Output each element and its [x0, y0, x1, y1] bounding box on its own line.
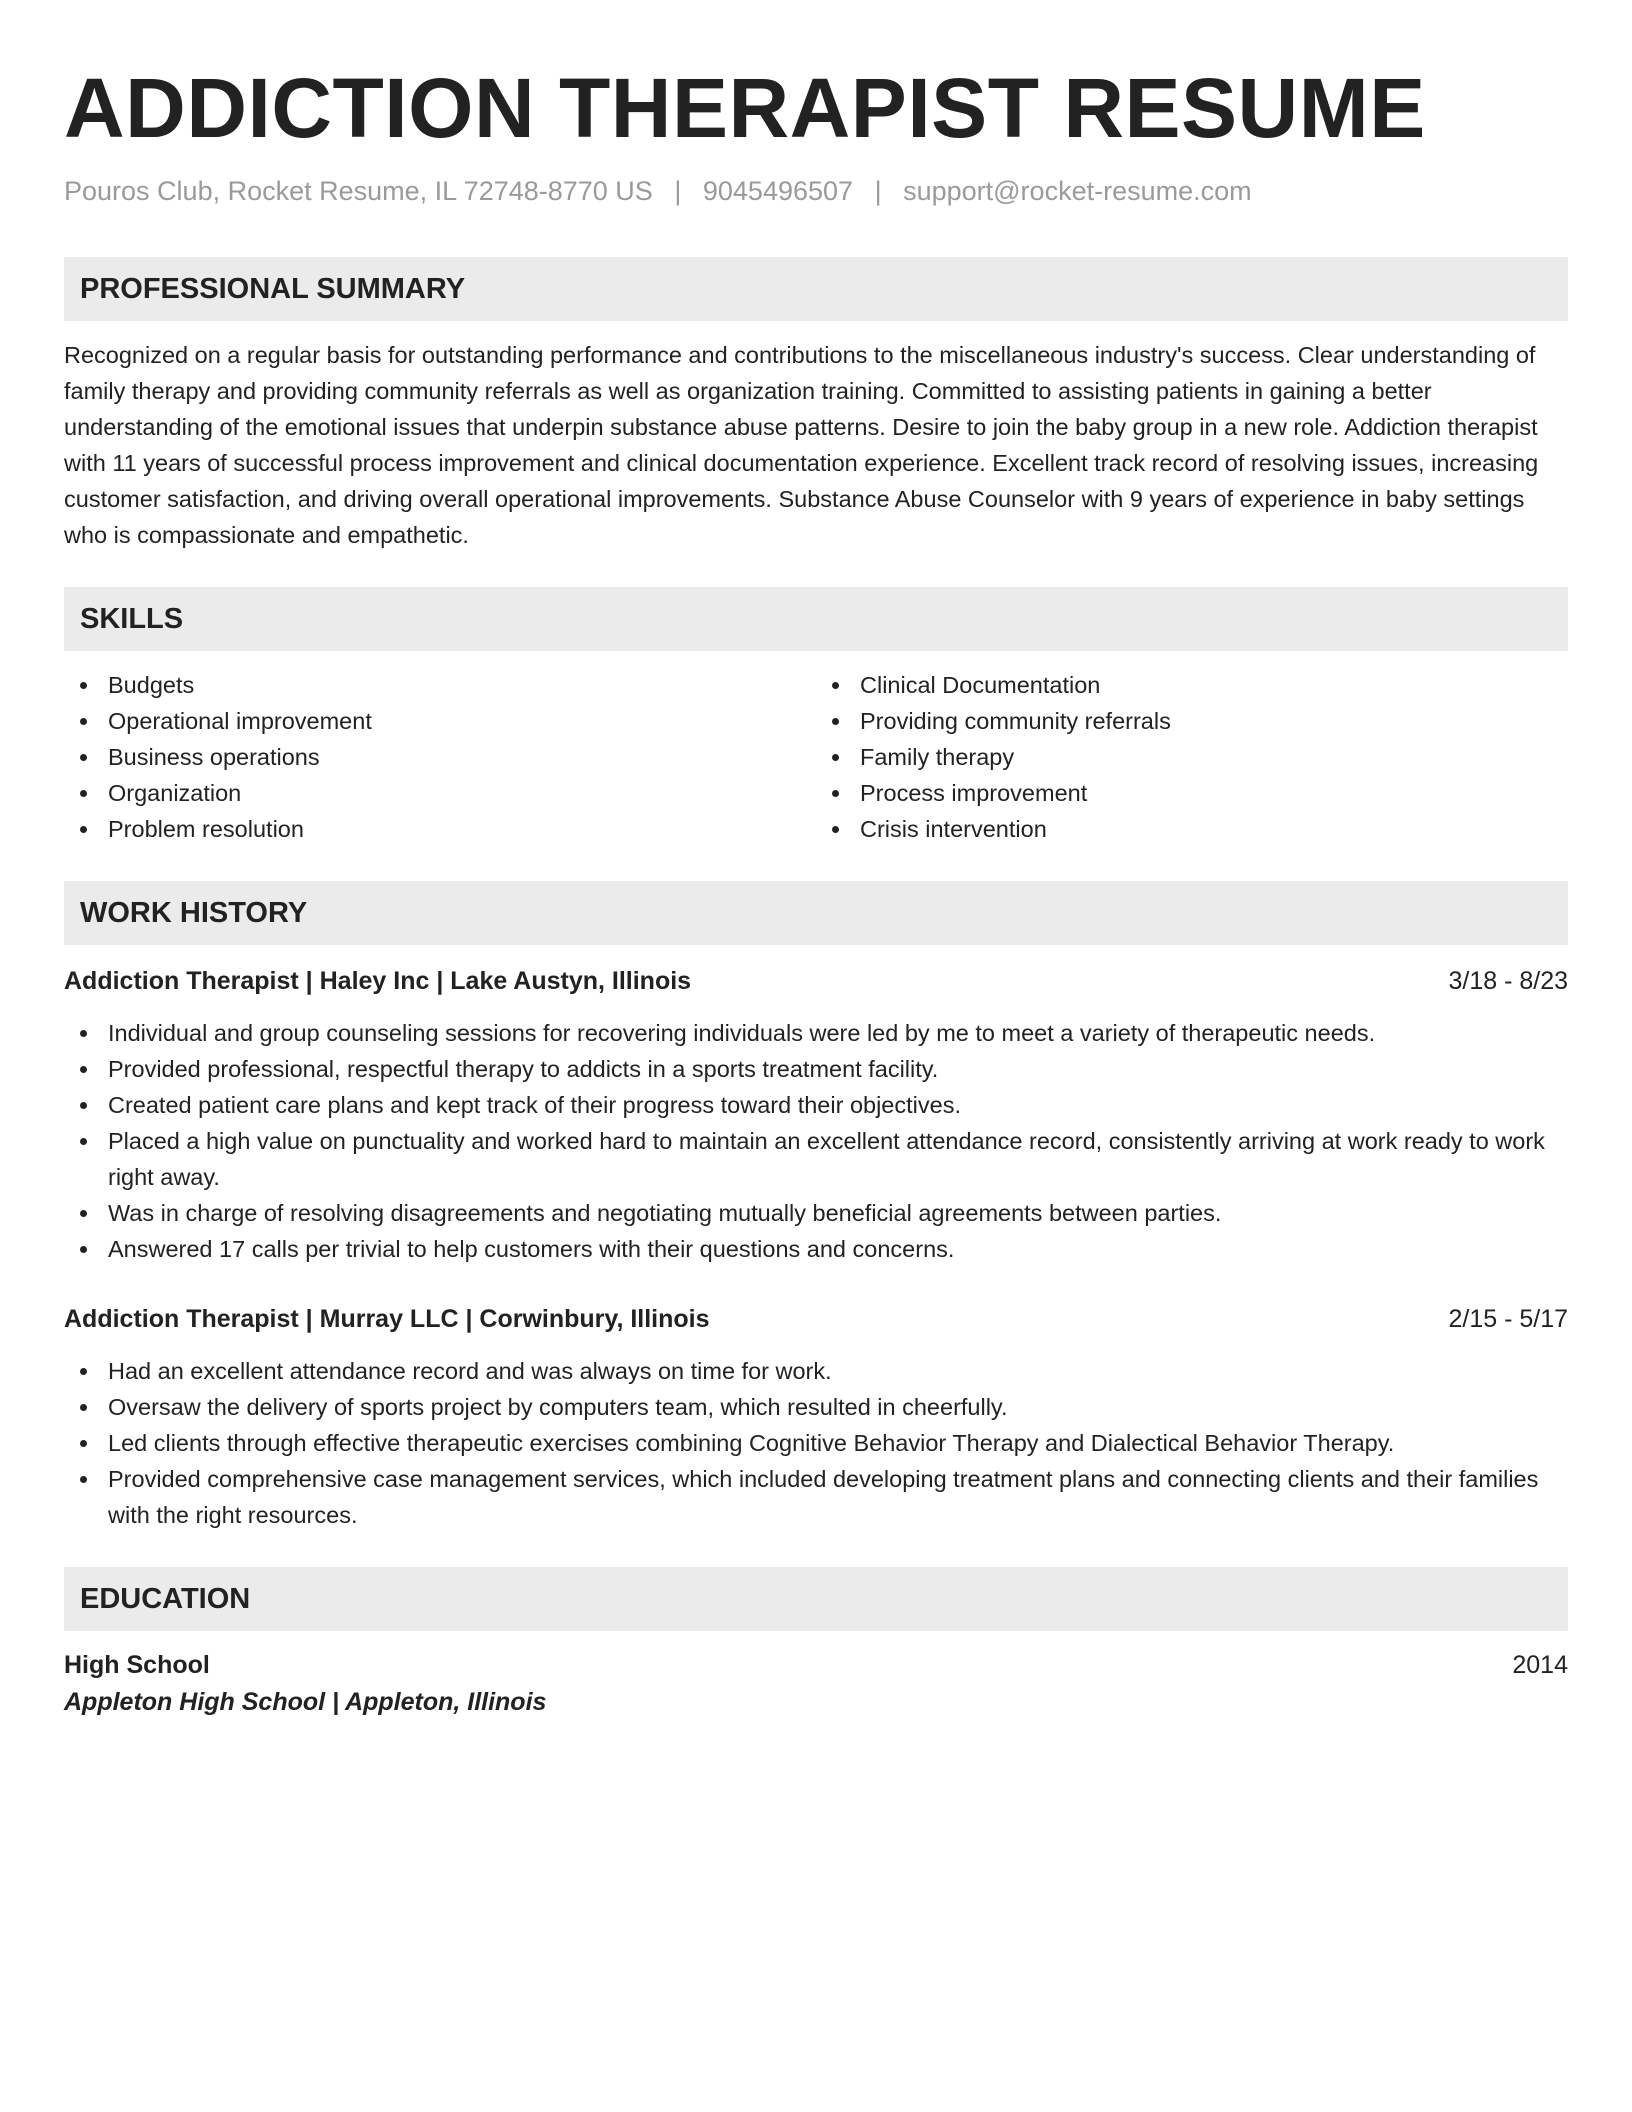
bullet-dot	[80, 682, 87, 689]
skill-item	[816, 667, 1568, 703]
bullet-dot	[832, 826, 839, 833]
section-heading-skills: SKILLS	[64, 587, 1568, 651]
job-bullet-text: Had an excellent attendance record and was always on time for work.	[108, 1358, 832, 1384]
job-bullet	[64, 1087, 1568, 1123]
bullet-dot	[80, 754, 87, 761]
bullet-dot	[80, 1440, 87, 1447]
contact-address: Pouros Club, Rocket Resume, IL 72748-8770 US	[64, 176, 653, 206]
job-bullet-text: Provided comprehensive case management services, which included developing treatment plans and connecting clients and their families with the right resources.	[108, 1466, 1539, 1528]
job-bullet-text: Placed a high value on punctuality and worked hard to maintain an excellent attendance record, consistently arriving at work ready to work right away.	[108, 1128, 1545, 1190]
job-bullets	[64, 1353, 1568, 1533]
skill-item	[816, 811, 1568, 847]
job-dates: 3/18 - 8/23	[1448, 967, 1568, 995]
job-bullet	[64, 1051, 1568, 1087]
skills-column-right	[816, 667, 1568, 847]
skill-label: Problem resolution	[108, 816, 304, 842]
job-bullet-text: Was in charge of resolving disagreements and negotiating mutually beneficial agreements between parties.	[108, 1200, 1222, 1226]
skill-label: Operational improvement	[108, 708, 372, 734]
skill-label: Crisis intervention	[860, 816, 1047, 842]
job-title: Addiction Therapist | Murray LLC | Corwinbury, Illinois	[64, 1305, 710, 1333]
skill-item	[64, 667, 816, 703]
bullet-dot	[80, 790, 87, 797]
skill-item	[64, 703, 816, 739]
bullet-dot	[832, 718, 839, 725]
job-bullet-text: Provided professional, respectful therapy to addicts in a sports treatment facility.	[108, 1056, 939, 1082]
job-bullet	[64, 1461, 1568, 1533]
bullet-dot	[80, 1210, 87, 1217]
skill-item	[816, 775, 1568, 811]
bullet-dot	[832, 754, 839, 761]
resume-title: ADDICTION THERAPIST RESUME	[64, 61, 1426, 155]
contact-phone: 9045496507	[702, 176, 854, 206]
skills-grid	[64, 667, 1568, 847]
job-bullet	[64, 1195, 1568, 1231]
bullet-dot	[80, 1404, 87, 1411]
education-row	[64, 1647, 1568, 1683]
job-bullet	[64, 1123, 1568, 1195]
skills-column-left	[64, 667, 816, 847]
skill-label: Family therapy	[860, 744, 1015, 770]
skill-item	[64, 739, 816, 775]
job-entry	[64, 1301, 1568, 1533]
section-heading-work-history: WORK HISTORY	[64, 881, 1568, 945]
job-bullet	[64, 1353, 1568, 1389]
job-bullet	[64, 1389, 1568, 1425]
skill-label: Organization	[108, 780, 242, 806]
bullet-dot	[80, 1138, 87, 1145]
job-entry	[64, 963, 1568, 1267]
job-bullets	[64, 1015, 1568, 1267]
education-year: 2014	[1512, 1651, 1568, 1679]
bullet-dot	[80, 1030, 87, 1037]
contact-separator: |	[874, 176, 882, 206]
job-bullet-text: Oversaw the delivery of sports project by computers team, which resulted in cheerfully.	[108, 1394, 1008, 1420]
bullet-dot	[80, 1368, 87, 1375]
education-school: Appleton High School | Appleton, Illinois	[64, 1688, 547, 1716]
education-degree: High School	[64, 1651, 210, 1679]
skill-item	[816, 739, 1568, 775]
section-heading-summary: PROFESSIONAL SUMMARY	[64, 257, 1568, 321]
bullet-dot	[80, 718, 87, 725]
job-title: Addiction Therapist | Haley Inc | Lake Austyn, Illinois	[64, 967, 692, 995]
job-bullet-text: Created patient care plans and kept track of their progress toward their objectives.	[108, 1092, 961, 1118]
bullet-dot	[80, 1066, 87, 1073]
skill-label: Budgets	[108, 672, 195, 698]
skill-label: Providing community referrals	[860, 708, 1171, 734]
job-bullet	[64, 1015, 1568, 1051]
bullet-dot	[80, 1476, 87, 1483]
bullet-dot	[80, 826, 87, 833]
job-title-row	[64, 963, 1568, 999]
job-bullet-text: Individual and group counseling sessions for recovering individuals were led by me to meet a variety of therapeutic needs.	[108, 1020, 1376, 1046]
skill-label: Business operations	[108, 744, 320, 770]
job-bullet-text: Answered 17 calls per trivial to help customers with their questions and concerns.	[108, 1236, 955, 1262]
job-bullet	[64, 1425, 1568, 1461]
skill-label: Process improvement	[860, 780, 1088, 806]
section-heading-education: EDUCATION	[64, 1567, 1568, 1631]
bullet-dot	[832, 682, 839, 689]
bullet-dot	[80, 1102, 87, 1109]
job-bullet-text: Led clients through effective therapeutic exercises combining Cognitive Behavior Therapy and Dialectical Behavior Therapy.	[108, 1430, 1395, 1456]
skill-item	[816, 703, 1568, 739]
job-bullet	[64, 1231, 1568, 1267]
summary-paragraph: Recognized on a regular basis for outstanding performance and contributions to the miscellaneous industry's success. Clear understanding of family therapy and providing community referrals as well as organization training. Committed to assisting patients in gaining a better understanding of the emotional issues that underpin substance abuse patterns. Desire to join the baby group in a new role. Addiction therapist with 11 years of successful process improvement and clinical documentation experience. Excellent track record of resolving issues, increasing customer satisfaction, and driving overall operational improvements. Substance Abuse Counselor with 9 years of experience in baby settings who is compassionate and empathetic.	[64, 342, 1539, 548]
skill-item	[64, 775, 816, 811]
education-entry	[64, 1647, 1568, 1721]
job-title-row	[64, 1301, 1568, 1337]
job-dates: 2/15 - 5/17	[1448, 1305, 1568, 1333]
contact-line	[64, 176, 1568, 207]
skill-item	[64, 811, 816, 847]
skill-label: Clinical Documentation	[860, 672, 1101, 698]
bullet-dot	[832, 790, 839, 797]
bullet-dot	[80, 1246, 87, 1253]
contact-separator: |	[674, 176, 682, 206]
contact-email: support@rocket-resume.com	[903, 176, 1252, 206]
